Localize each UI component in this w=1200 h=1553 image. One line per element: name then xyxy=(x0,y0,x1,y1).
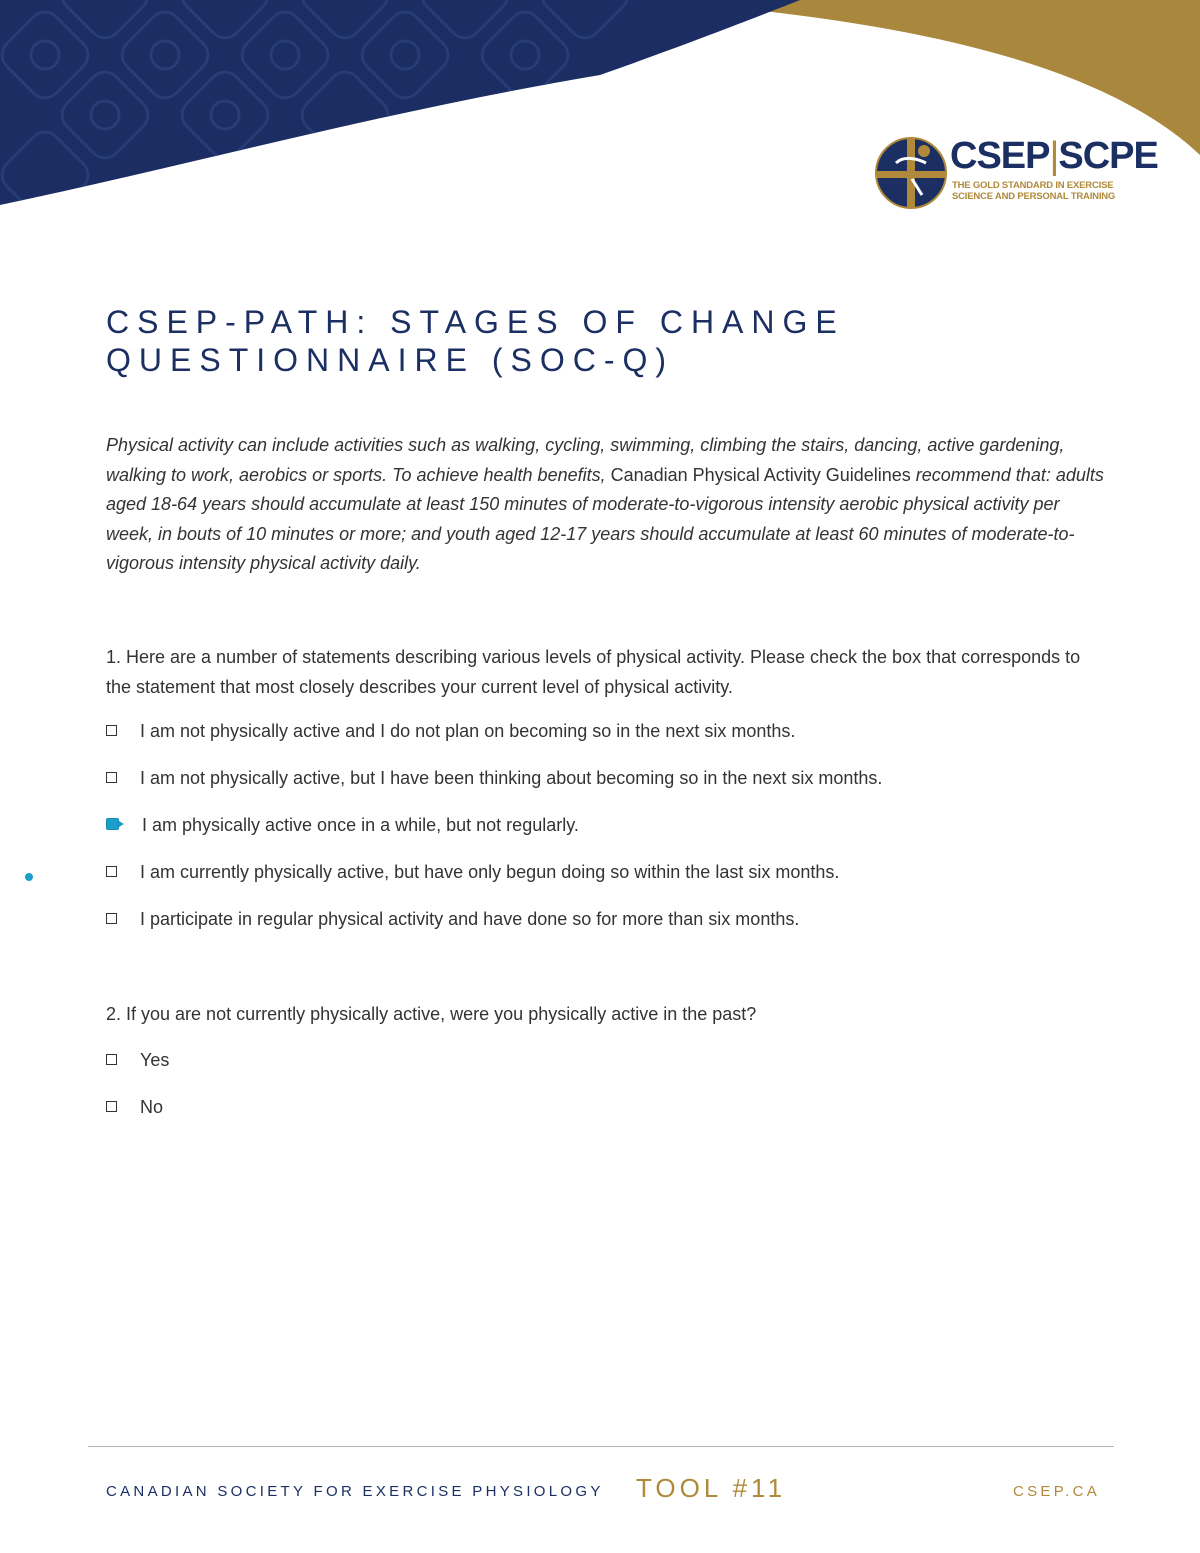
question-2-text: 2. If you are not currently physically active, were you physically active in the past? xyxy=(106,1004,757,1024)
logo-wordmark-right: SCPE xyxy=(1058,135,1158,177)
q1-option-3-label: I am physically active once in a while, but not regularly. xyxy=(142,814,579,835)
footer-tool-number: TOOL #11 xyxy=(636,1473,787,1503)
footer-website-link[interactable]: CSEP.CA xyxy=(1013,1483,1101,1500)
intro-paragraph xyxy=(106,431,1106,579)
checkbox-unchecked-icon[interactable] xyxy=(106,866,117,877)
q1-option-1-label: I am not physically active and I do not plan on becoming so in the next six months. xyxy=(140,720,796,741)
intro-text-part1: Physical activity can include activities such as walking, cycling, swimming, climbing the stairs, dancing, active gardening, walking to work, aerobics or sports. To achieve health benefits, xyxy=(106,435,1065,485)
q1-option-1[interactable] xyxy=(106,719,795,743)
logo-tagline-line1: THE GOLD STANDARD IN EXERCISE xyxy=(952,180,1114,191)
q2-option-no[interactable] xyxy=(106,1095,163,1119)
q2-option-yes-label: Yes xyxy=(140,1049,170,1070)
page-title-line1: CSEP-PATH: STAGES OF CHANGE xyxy=(106,304,845,340)
guidelines-reference: Canadian Physical Activity Guidelines xyxy=(610,464,911,485)
checkbox-unchecked-icon[interactable] xyxy=(106,725,117,736)
cursor-dot-marker xyxy=(25,873,33,881)
checkbox-unchecked-icon[interactable] xyxy=(106,1054,117,1065)
q2-option-yes[interactable] xyxy=(106,1048,169,1072)
q2-option-no-label: No xyxy=(140,1096,164,1117)
footer-divider xyxy=(88,1446,1114,1447)
page-title xyxy=(106,303,1106,379)
logo-emblem-icon xyxy=(874,133,948,211)
checkbox-unchecked-icon[interactable] xyxy=(106,913,117,924)
q1-option-4[interactable] xyxy=(106,860,839,884)
q1-option-2[interactable] xyxy=(106,766,882,790)
logo-wordmark-left: CSEP xyxy=(950,135,1050,177)
checkbox-checked-icon[interactable] xyxy=(106,818,119,830)
q1-option-2-label: I am not physically active, but I have been thinking about becoming so in the next six months. xyxy=(140,767,883,788)
q1-option-5-label: I participate in regular physical activity and have done so for more than six months. xyxy=(140,908,800,929)
q1-option-5[interactable] xyxy=(106,907,799,931)
q1-option-3[interactable] xyxy=(106,813,579,837)
logo-tagline-line2: SCIENCE AND PERSONAL TRAINING xyxy=(952,191,1116,202)
q1-option-4-label: I am currently physically active, but have only begun doing so within the last six months. xyxy=(140,861,840,882)
logo-wordmark-separator: | xyxy=(1049,135,1059,177)
page-title-line2: QUESTIONNAIRE (SOC-Q) xyxy=(106,342,675,378)
intro-text-part2: recommend that: adults aged 18-64 years should accumulate at least 150 minutes of moderate-to-vigorous intensity aerobic physical activity per week, in bouts of 10 minutes or more; and youth aged 12-17 years should accumulate at least 60 minutes of moderate-to-vigorous intensity physical activity daily. xyxy=(106,464,1104,573)
question-1-text: 1. Here are a number of statements describing various levels of physical activity. Please check the box that corresponds to the statement that most closely describes your current level of physical activity. xyxy=(106,647,1081,697)
csep-logo[interactable] xyxy=(872,130,1158,214)
checkbox-unchecked-icon[interactable] xyxy=(106,772,117,783)
logo-wordmark xyxy=(950,136,1158,176)
checkbox-unchecked-icon[interactable] xyxy=(106,1101,117,1112)
footer-organization: CANADIAN SOCIETY FOR EXERCISE PHYSIOLOGY xyxy=(106,1483,604,1500)
